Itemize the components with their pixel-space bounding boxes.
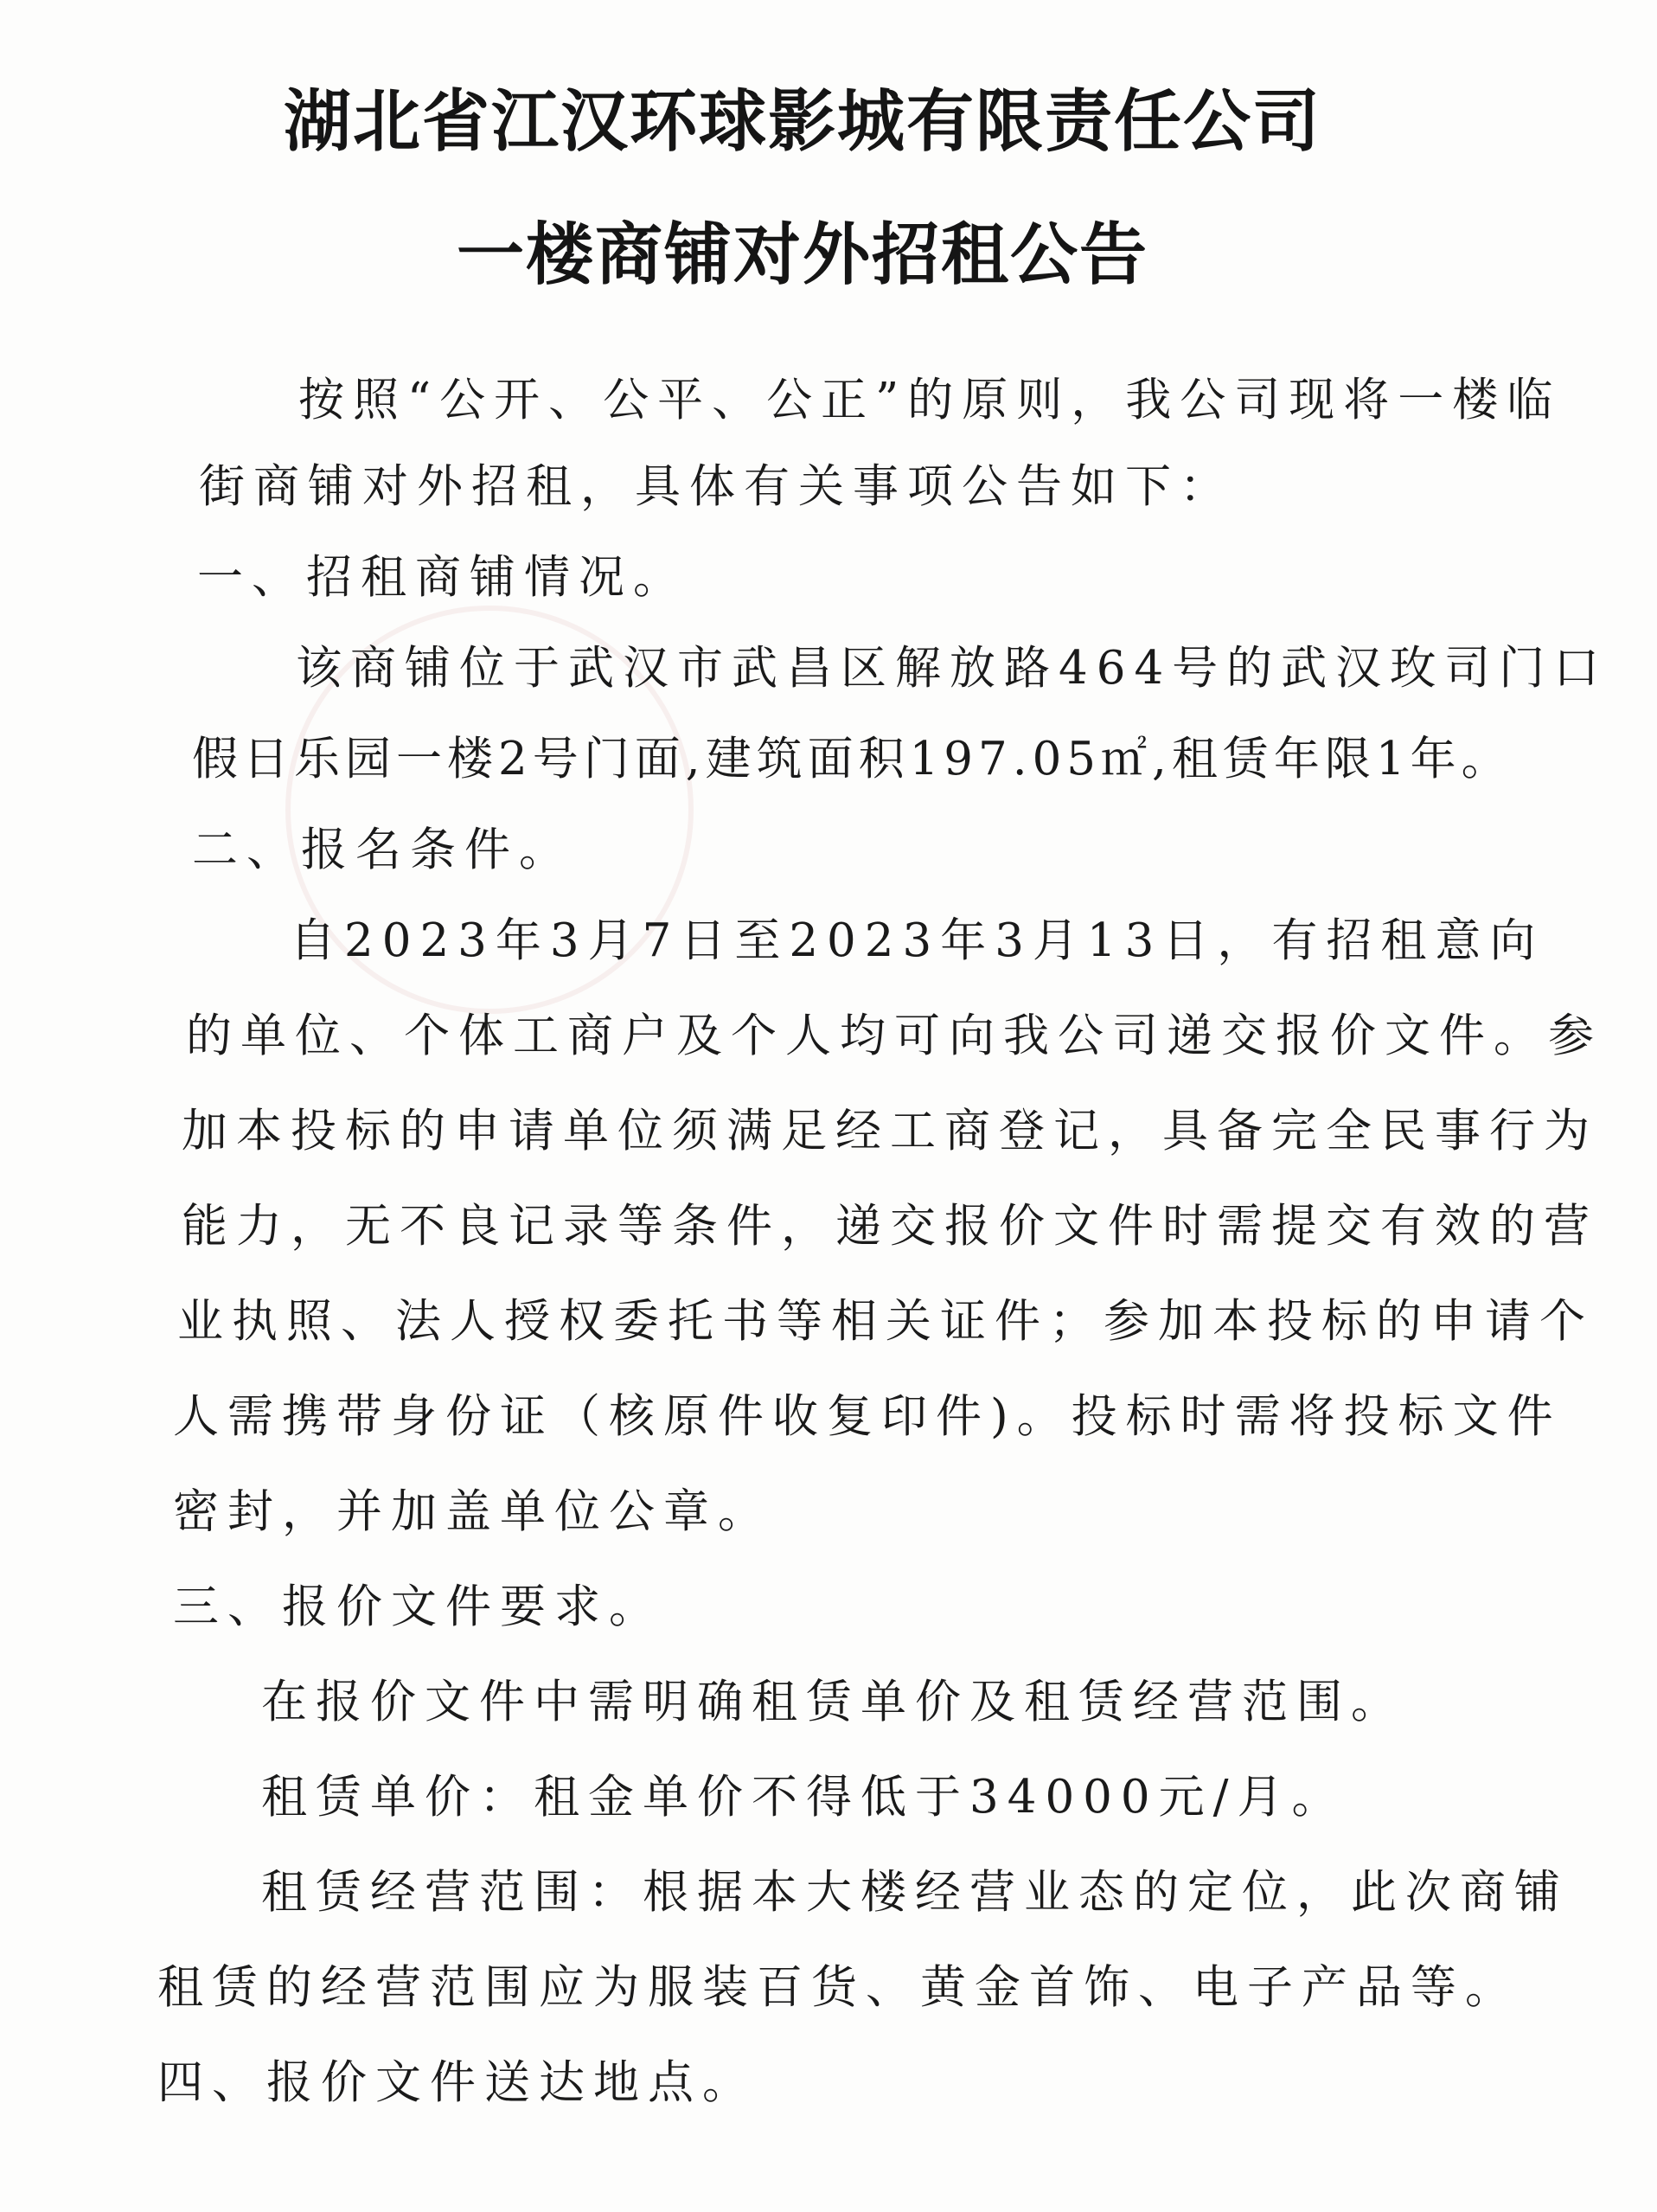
section2-line-4: 能力，无不良记录等条件，递交报价文件时需提交有效的营 bbox=[182, 1200, 1598, 1253]
section2-line-5: 业执照、法人授权委托书等相关证件；参加本投标的申请个 bbox=[177, 1295, 1594, 1348]
section3-line-1: 在报价文件中需明确租赁单价及租赁经营范围。 bbox=[261, 1676, 1405, 1728]
section3-line-3: 租赁经营范围：根据本大楼经营业态的定位，此次商铺 bbox=[261, 1866, 1569, 1919]
document-title-line2: 一楼商铺对外招租公告 bbox=[456, 215, 1148, 294]
section1-heading: 一、招租商铺情况。 bbox=[197, 551, 688, 604]
section3-heading: 三、报价文件要求。 bbox=[173, 1580, 663, 1633]
intro-line-1: 按照“公开、公平、公正”的原则，我公司现将一楼临 bbox=[298, 374, 1562, 426]
section3-line-2: 租赁单价：租金单价不得低于34000元/月。 bbox=[261, 1771, 1347, 1824]
section2-heading: 二、报名条件。 bbox=[192, 824, 573, 876]
section2-line-2: 的单位、个体工商户及个人均可向我公司递交报价文件。参 bbox=[186, 1010, 1603, 1062]
section2-line-7: 密封，并加盖单位公章。 bbox=[173, 1485, 772, 1538]
section3-line-4: 租赁的经营范围应为服装百货、黄金首饰、电子产品等。 bbox=[157, 1961, 1519, 2014]
section4-heading: 四、报价文件送达地点。 bbox=[157, 2056, 757, 2109]
intro-line-2: 街商铺对外招租，具体有关事项公告如下： bbox=[199, 460, 1234, 513]
section2-line-6: 人需携带身份证（核原件收复印件)。投标时需将投标文件 bbox=[173, 1390, 1562, 1443]
section2-line-3: 加本投标的申请单位须满足经工商登记，具备完全民事行为 bbox=[182, 1105, 1598, 1157]
section1-line-2: 假日乐园一楼2号门面,建筑面积197.05㎡,租赁年限1年。 bbox=[192, 733, 1513, 785]
section1-line-1: 该商铺位于武汉市武昌区解放路464号的武汉玫司门口 bbox=[296, 642, 1609, 695]
document-title-line1: 湖北省江汉环球影城有限责任公司 bbox=[283, 82, 1321, 161]
section2-line-1: 自2023年3月7日至2023年3月13日，有招租意向 bbox=[290, 914, 1545, 967]
